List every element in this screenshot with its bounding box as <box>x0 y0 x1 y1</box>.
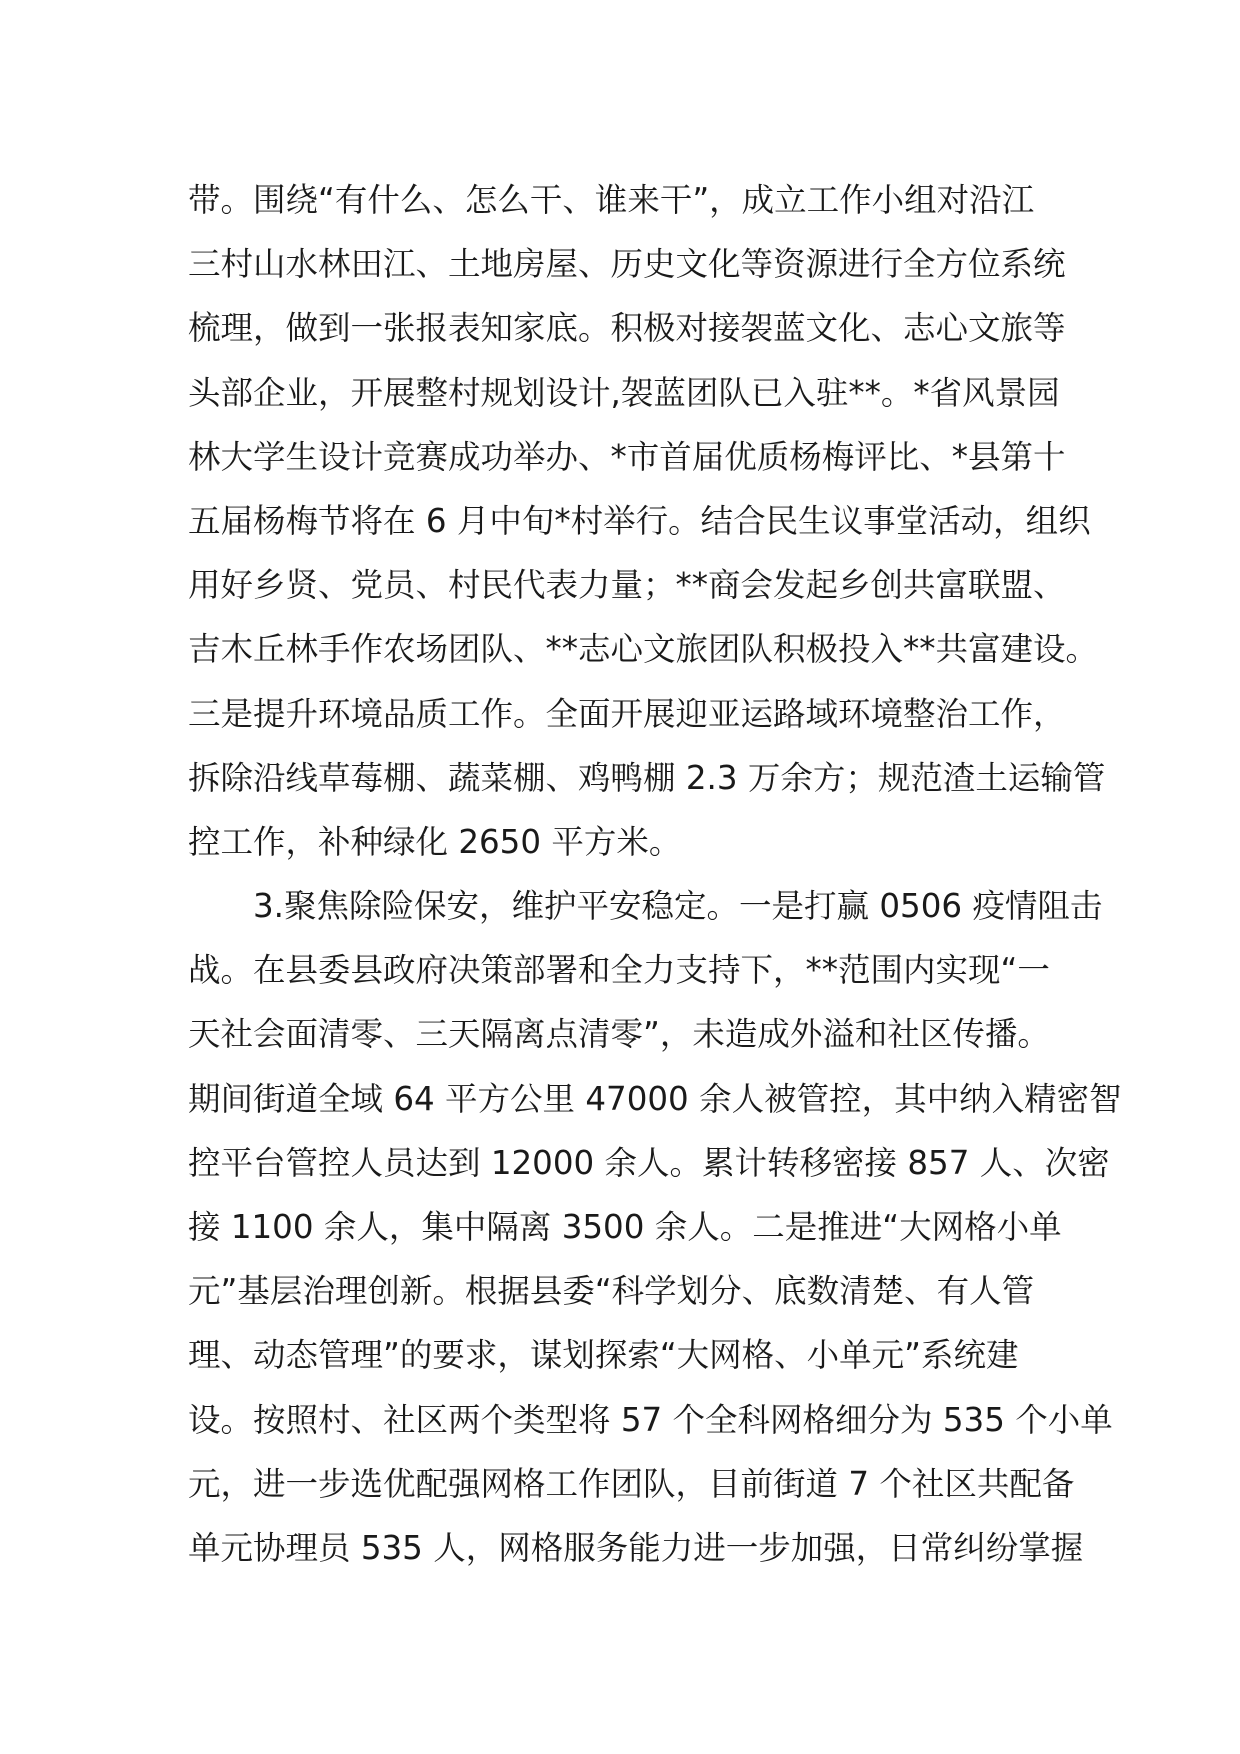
text-line: 战。在县委县政府决策部署和全力支持下，**范围内实现“一 <box>188 951 1050 990</box>
text-line: 3.聚焦除险保安，维护平安稳定。一是打赢 0506 疫情阻击 <box>253 887 1103 926</box>
text-line: 控工作，补种绿化 2650 平方米。 <box>188 822 682 861</box>
text-line: 林大学生设计竞赛成功举办、*市首届优质杨梅评比、*县第十 <box>188 437 1066 476</box>
paragraph-1 <box>188 168 1106 874</box>
text-line: 带。围绕“有什么、怎么干、谁来干”，成立工作小组对沿江 <box>188 181 1035 219</box>
text-line: 三是提升环境品质工作。全面开展迎亚运路域环境整治工作， <box>188 694 1066 733</box>
text-line: 五届杨梅节将在 6 月中旬*村举行。结合民生议事堂活动，组织 <box>188 501 1091 540</box>
text-line: 单元协理员 535 人，网格服务能力进一步加强，日常纠纷掌握 <box>188 1528 1084 1567</box>
text-line: 头部企业，开展整村规划设计,袈蓝团队已入驻**。*省风景园 <box>188 373 1060 412</box>
text-line: 元，进一步选优配强网格工作团队，目前街道 7 个社区共配备 <box>188 1464 1075 1503</box>
text-line: 控平台管控人员达到 12000 余人。累计转移密接 857 人、次密 <box>188 1143 1110 1182</box>
text-line: 接 1100 余人，集中隔离 3500 余人。二是推进“大网格小单 <box>188 1208 1062 1246</box>
text-line: 天社会面清零、三天隔离点清零”，未造成外溢和社区传播。 <box>188 1015 1050 1054</box>
paragraph-2 <box>188 874 1122 1580</box>
text-line: 梳理，做到一张报表知家底。积极对接袈蓝文化、志心文旅等 <box>188 309 1066 348</box>
text-line: 设。按照村、社区两个类型将 57 个全科网格细分为 535 个小单 <box>188 1400 1113 1439</box>
text-line: 元”基层治理创新。根据县委“科学划分、底数清楚、有人管 <box>188 1272 1035 1311</box>
text-line: 拆除沿线草莓棚、蔬菜棚、鸡鸭棚 2.3 万余方；规范渣土运输管 <box>188 758 1106 797</box>
body-text <box>188 168 1122 1580</box>
text-line: 期间街道全域 64 平方公里 47000 余人被管控，其中纳入精密智 <box>188 1079 1122 1118</box>
text-line: 三村山水林田江、土地房屋、历史文化等资源进行全方位系统 <box>188 245 1066 284</box>
text-line: 理、动态管理”的要求，谋划探索“大网格、小单元”系统建 <box>188 1336 1019 1375</box>
text-line: 用好乡贤、党员、村民代表力量；**商会发起乡创共富联盟、 <box>188 566 1066 605</box>
text-line: 吉木丘林手作农场团队、**志心文旅团队积极投入**共富建设。 <box>188 630 1099 669</box>
